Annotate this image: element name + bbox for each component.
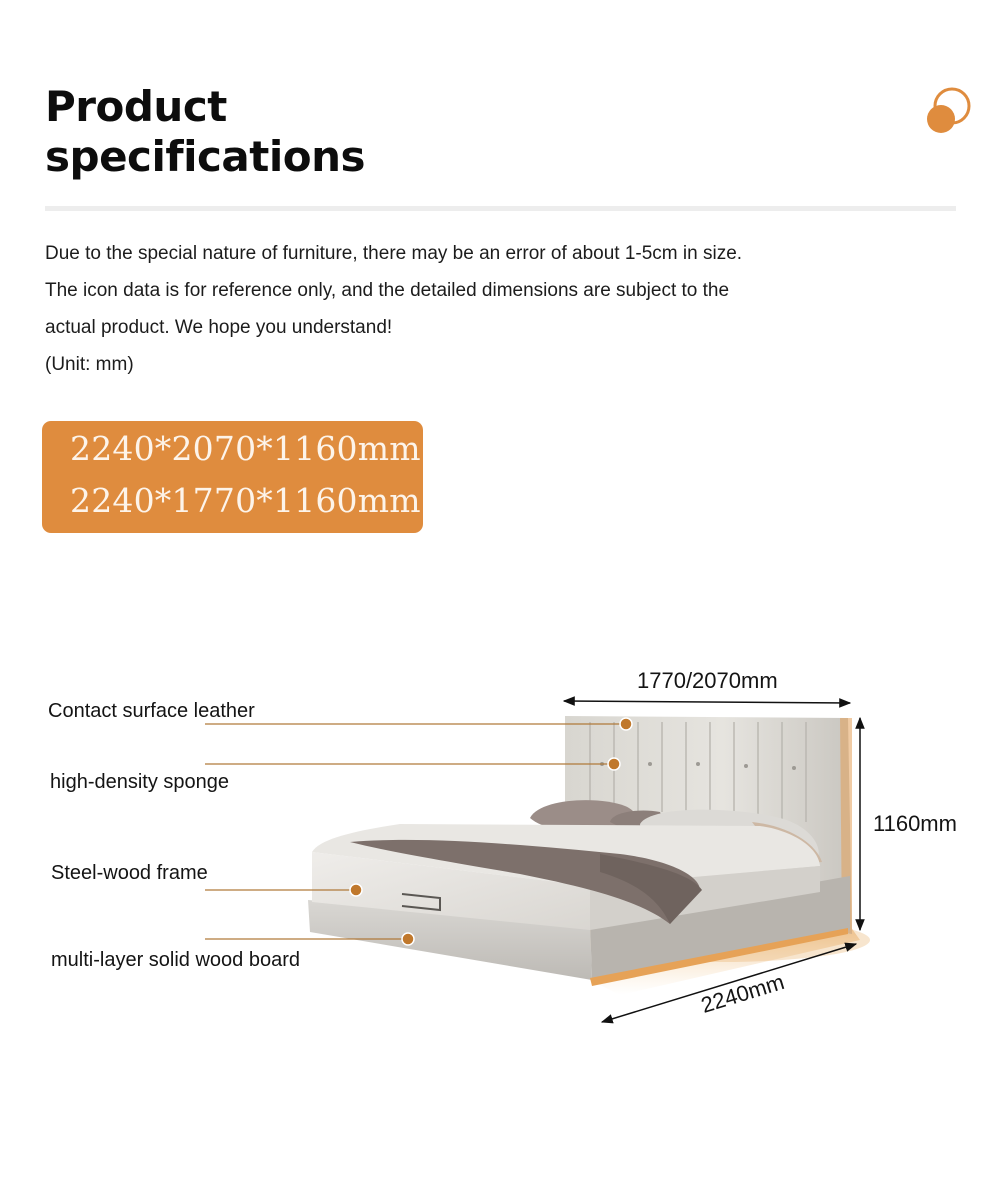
title-line-1: Product (45, 82, 227, 131)
label-wood-board: multi-layer solid wood board (51, 949, 301, 971)
dimension-width: 1770/2070mm (637, 668, 778, 693)
orange-circles-icon (922, 82, 974, 138)
size-badge (42, 421, 423, 533)
bed-diagram (0, 640, 1000, 1060)
label-frame: Steel-wood frame (51, 862, 208, 884)
page-title (45, 82, 365, 182)
unit-note: (Unit: mm) (45, 354, 134, 375)
intro-line-3: actual product. We hope you understand! (45, 317, 393, 338)
intro-line-1: Due to the special nature of furniture, there may be an error of about 1-5cm in size. (45, 243, 743, 264)
label-sponge: high-density sponge (50, 771, 230, 793)
divider (45, 206, 956, 211)
size-option-2: 2240*1770*1160mm (70, 481, 421, 520)
dimension-height: 1160mm (873, 811, 957, 836)
intro-text (45, 235, 865, 383)
size-option-1: 2240*2070*1160mm (70, 429, 421, 468)
dimension-length: 2240mm (698, 968, 788, 1018)
title-line-2: specifications (45, 132, 365, 181)
intro-line-2: The icon data is for reference only, and the detailed dimensions are subject to the (45, 280, 730, 301)
label-leather: Contact surface leather (48, 700, 255, 722)
